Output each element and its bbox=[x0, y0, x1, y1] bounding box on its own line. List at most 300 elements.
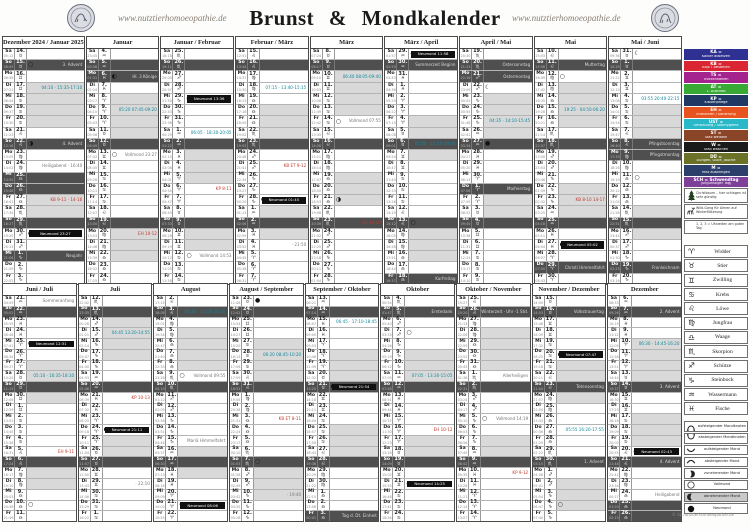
moon-sign-icon: ♈ bbox=[400, 98, 405, 104]
date-number: 15. bbox=[91, 327, 101, 334]
weekday-cell bbox=[609, 251, 621, 261]
day-note-cell bbox=[260, 150, 308, 160]
weekday-cell bbox=[460, 139, 472, 149]
moon-sign-icon: ♑ bbox=[251, 188, 256, 194]
moon-sign-icon: ♑ bbox=[624, 267, 629, 273]
weekday-cell bbox=[230, 447, 242, 457]
weekday-label: Di bbox=[384, 478, 390, 484]
moon-sign-icon: ♍ bbox=[400, 244, 405, 250]
weekday-cell bbox=[457, 468, 469, 478]
weekday-label: Di bbox=[238, 161, 245, 167]
weekday-cell bbox=[3, 206, 15, 216]
date-cell bbox=[91, 479, 103, 489]
day-time: 14:27 bbox=[230, 333, 241, 338]
day-row bbox=[154, 328, 227, 339]
weekday-cell bbox=[3, 150, 15, 160]
date-number: 17. bbox=[394, 434, 404, 441]
day-row bbox=[3, 60, 84, 71]
weekday-cell bbox=[381, 436, 393, 446]
moon-sign-icon: ♋ bbox=[624, 120, 629, 126]
day-row bbox=[385, 128, 457, 139]
moon-sign-icon: ♌ bbox=[18, 461, 23, 467]
date-cell bbox=[166, 371, 178, 381]
weekday-label: Mi bbox=[5, 338, 12, 344]
day-note-text: KB 9-11 · 14-16 bbox=[50, 197, 83, 203]
moon-sign-icon: ♑ bbox=[550, 199, 555, 205]
day-note-text: 05:20 07:45-09:20 bbox=[118, 107, 157, 113]
weekday-label: Di bbox=[232, 403, 239, 409]
day-row bbox=[311, 60, 383, 71]
day-row bbox=[79, 404, 152, 415]
day-note-cell bbox=[559, 229, 607, 239]
weekday-cell bbox=[3, 83, 15, 93]
date-number: 25. bbox=[243, 316, 252, 323]
day-row bbox=[533, 490, 606, 501]
day-row bbox=[385, 206, 457, 217]
moon-phase-icon: ○ bbox=[410, 218, 416, 226]
weekday-label: Mo bbox=[237, 228, 246, 234]
day-row bbox=[3, 116, 84, 127]
weekday-label: Mi bbox=[81, 338, 88, 344]
moon-sign-icon: ♊ bbox=[548, 321, 553, 327]
day-time: 23:08 bbox=[306, 505, 317, 510]
day-note-cell bbox=[27, 49, 84, 59]
weekday-label: So bbox=[611, 60, 619, 66]
day-row bbox=[230, 382, 303, 393]
weekday-cell bbox=[154, 425, 166, 435]
moon-sign-icon: ♒ bbox=[18, 300, 23, 306]
weekday-cell bbox=[311, 262, 323, 272]
weekday-label: Mi bbox=[383, 338, 390, 344]
date-cell bbox=[397, 116, 409, 126]
moon-sign-icon: ♓ bbox=[623, 321, 628, 327]
day-time: 05:10 bbox=[457, 419, 468, 424]
date-number: 10. bbox=[398, 182, 408, 189]
day-time: 11:58 bbox=[161, 278, 172, 283]
zodiac-sign-name: Skorpion bbox=[712, 348, 733, 355]
moon-sign-icon: ♐ bbox=[251, 165, 256, 171]
moon-phase-label: zunehmender Mond bbox=[704, 470, 740, 475]
moon-sign-icon: ♈ bbox=[321, 343, 326, 349]
weekday-label: Sa bbox=[459, 295, 466, 301]
day-note-cell bbox=[254, 479, 303, 489]
day-time: 19:20 bbox=[3, 233, 14, 238]
weekday-label: Di bbox=[238, 239, 245, 245]
date-cell bbox=[15, 195, 27, 205]
weekday-label: So bbox=[312, 138, 320, 144]
date-number: 7. bbox=[250, 272, 257, 279]
date-number: 6. bbox=[176, 182, 182, 189]
weekday-label: Do bbox=[462, 262, 469, 268]
day-time: 23:53 bbox=[535, 166, 546, 171]
day-row bbox=[609, 83, 681, 94]
moon-sign-icon: ♑ bbox=[475, 120, 480, 126]
weekday-label: Fr bbox=[313, 116, 319, 122]
moon-sign-icon: ♏ bbox=[396, 311, 401, 317]
date-number: 20. bbox=[547, 160, 557, 167]
date-cell bbox=[620, 371, 632, 381]
date-number: 20. bbox=[622, 272, 632, 279]
day-note-cell bbox=[557, 511, 606, 521]
moon-sign-icon: ♐ bbox=[94, 321, 99, 327]
date-cell bbox=[397, 139, 409, 149]
day-time: 10:02 bbox=[154, 505, 165, 510]
weekday-cell bbox=[533, 414, 545, 424]
date-cell bbox=[397, 240, 409, 250]
day-note-cell bbox=[409, 128, 457, 138]
day-row bbox=[608, 307, 681, 318]
date-cell bbox=[323, 139, 335, 149]
day-note-cell bbox=[632, 318, 681, 328]
day-note-cell bbox=[185, 161, 233, 171]
weekday-cell bbox=[236, 161, 248, 171]
day-row bbox=[236, 184, 308, 195]
date-cell bbox=[323, 173, 335, 183]
day-time: 21:31 bbox=[230, 419, 241, 424]
day-row bbox=[460, 206, 532, 217]
moon-sign-icon: ♐ bbox=[475, 76, 480, 82]
day-note-cell bbox=[557, 318, 606, 328]
weekday-cell bbox=[311, 60, 323, 70]
weekday-label: Do bbox=[462, 183, 469, 189]
date-number: 25. bbox=[323, 239, 333, 246]
weekday-label: Mi bbox=[89, 172, 96, 178]
weekday-label: Mo bbox=[4, 149, 13, 155]
weekday-cell bbox=[385, 83, 397, 93]
day-note-cell bbox=[484, 128, 532, 138]
day-time: 03:51 bbox=[154, 429, 165, 434]
date-number: 30. bbox=[91, 488, 101, 495]
weekday-cell bbox=[3, 49, 15, 59]
date-number: 24. bbox=[318, 413, 328, 420]
weekday-label: Sa bbox=[536, 206, 544, 212]
date-cell bbox=[547, 94, 559, 104]
month-column bbox=[459, 36, 533, 285]
day-row bbox=[236, 49, 308, 60]
date-cell bbox=[545, 414, 557, 424]
date-cell bbox=[173, 262, 185, 272]
weekday-cell bbox=[609, 229, 621, 239]
day-time: 19:11 bbox=[161, 65, 172, 70]
day-time: 05:37 bbox=[154, 451, 165, 456]
weekday-label: So bbox=[383, 457, 391, 463]
date-cell bbox=[472, 49, 484, 59]
moon-sign-icon: ♋ bbox=[94, 494, 99, 500]
weekday-label: Mo bbox=[312, 71, 321, 77]
day-time: 05:47 bbox=[161, 200, 172, 204]
weekday-cell bbox=[306, 361, 318, 371]
day-time: 12:23 bbox=[381, 440, 392, 445]
weekday-label: Di bbox=[535, 403, 541, 409]
day-note-cell bbox=[481, 501, 530, 511]
day-note-text: 07:05 · 13:30-15:05 bbox=[411, 373, 453, 379]
moon-sign-icon: ♊ bbox=[245, 321, 250, 327]
weekday-label: Sa bbox=[80, 446, 88, 452]
weekday-label: Mi bbox=[387, 251, 394, 257]
moon-sign-icon: ♉ bbox=[176, 210, 181, 216]
date-number: 26. bbox=[249, 171, 258, 178]
date-number: 7. bbox=[17, 467, 24, 474]
moon-sign-icon: ♈ bbox=[623, 343, 628, 349]
date-number: 28. bbox=[16, 370, 25, 377]
weekday-cell bbox=[306, 350, 318, 360]
day-row bbox=[3, 382, 76, 393]
day-note-cell bbox=[405, 447, 454, 457]
day-note-cell bbox=[632, 457, 681, 467]
day-time: 06:57 bbox=[535, 256, 546, 261]
day-time: 17:34 bbox=[3, 211, 14, 216]
day-row bbox=[3, 447, 76, 458]
weekday-cell bbox=[533, 393, 545, 403]
weekday-label: Mo bbox=[80, 392, 89, 398]
day-time: 21:41 bbox=[236, 166, 247, 171]
weekday-cell bbox=[381, 328, 393, 338]
moon-sign-icon: ♊ bbox=[624, 76, 629, 82]
day-time: 09:00 bbox=[306, 333, 317, 338]
zodiac-legend-item bbox=[684, 302, 748, 315]
day-row bbox=[3, 350, 76, 361]
date-cell bbox=[469, 318, 481, 328]
date-cell bbox=[621, 161, 633, 171]
weekday-label: Di bbox=[612, 161, 618, 167]
zodiac-legend-item bbox=[684, 331, 748, 344]
moon-sign-icon: ♈ bbox=[102, 120, 107, 126]
day-note-cell bbox=[260, 139, 308, 149]
day-note-cell bbox=[405, 501, 454, 511]
day-note-text: Vollmond 14:53 bbox=[199, 253, 232, 259]
weekday-cell bbox=[311, 229, 323, 239]
moon-sign-icon: ♐ bbox=[396, 332, 401, 338]
weekday-label: Fr bbox=[462, 273, 469, 279]
weekday-label: Mi bbox=[459, 338, 466, 344]
day-time: 14:02 bbox=[3, 166, 14, 171]
zodiac-sign-icon: ♐ bbox=[688, 361, 695, 371]
date-number: 2. bbox=[474, 194, 481, 201]
date-cell bbox=[545, 296, 557, 306]
day-time: 07:50 bbox=[535, 267, 546, 272]
date-cell bbox=[242, 318, 254, 328]
weekday-cell bbox=[154, 307, 166, 317]
weekday-label: Mi bbox=[238, 93, 245, 99]
weekday-label: So bbox=[312, 60, 320, 66]
moon-phase-icon: ● bbox=[485, 139, 491, 147]
weekday-cell bbox=[385, 184, 397, 194]
date-number: 15. bbox=[545, 294, 555, 301]
date-cell bbox=[472, 251, 484, 261]
date-number: 1. bbox=[474, 182, 481, 189]
date-number: 23. bbox=[621, 477, 631, 484]
weekday-label: Mo bbox=[155, 467, 164, 473]
day-row bbox=[306, 361, 379, 372]
day-time: 20:57 bbox=[161, 87, 172, 92]
day-row bbox=[381, 382, 454, 393]
weekday-cell bbox=[3, 184, 15, 194]
day-note-cell bbox=[405, 328, 454, 338]
day-row bbox=[608, 414, 681, 425]
weekday-label: Fr bbox=[81, 510, 87, 516]
weekday-label: Sa bbox=[459, 370, 466, 376]
weekday-label: Di bbox=[5, 403, 12, 409]
day-row bbox=[87, 206, 159, 217]
day-time: 11:49 bbox=[311, 110, 322, 115]
day-note-cell bbox=[335, 251, 383, 261]
weekday-cell bbox=[87, 251, 99, 261]
moon-sign-icon: ♉ bbox=[396, 451, 401, 457]
weekday-cell bbox=[535, 60, 547, 70]
weekday-label: Do bbox=[383, 424, 391, 430]
weekday-label: Sa bbox=[312, 127, 320, 133]
day-time: 07:59 bbox=[460, 200, 471, 204]
day-note-cell bbox=[254, 328, 303, 338]
moon-sign-icon: ♌ bbox=[623, 461, 628, 467]
day-time: 01:20 bbox=[608, 505, 619, 510]
moon-sign-icon: ♑ bbox=[472, 440, 477, 446]
date-number: 13. bbox=[99, 149, 109, 156]
month-body bbox=[460, 49, 532, 284]
day-note-text: 2. Advent bbox=[659, 308, 680, 314]
day-note-cell bbox=[27, 479, 76, 489]
moon-sign-icon: ♍ bbox=[102, 244, 107, 250]
moon-sign-icon: ♓ bbox=[550, 244, 555, 250]
date-number: 18. bbox=[621, 424, 631, 431]
day-time: 21:32 bbox=[311, 233, 322, 238]
date-cell bbox=[323, 251, 335, 261]
weekday-cell bbox=[230, 414, 242, 424]
day-note-text: Totensonntag bbox=[576, 383, 604, 389]
date-cell bbox=[323, 128, 335, 138]
moon-sign-icon: ♓ bbox=[396, 408, 401, 413]
day-note-cell bbox=[103, 328, 152, 338]
day-time: 22:24 bbox=[230, 429, 241, 434]
date-number: 12. bbox=[398, 205, 408, 212]
moon-sign-icon: ♒ bbox=[169, 451, 174, 457]
weekday-cell bbox=[460, 116, 472, 126]
weekday-label: Do bbox=[307, 500, 315, 506]
day-time: 19:09 bbox=[608, 429, 619, 434]
day-time: 00:20 bbox=[236, 200, 247, 204]
moon-sign-icon: ♉ bbox=[326, 53, 331, 59]
moon-sign-icon: ♉ bbox=[623, 375, 628, 381]
weekday-label: Mi bbox=[232, 414, 239, 420]
date-cell bbox=[15, 49, 27, 59]
moon-sign-icon: ♋ bbox=[396, 494, 401, 500]
day-time: 16:23 bbox=[236, 98, 247, 103]
zodiac-sign-name: Zwilling bbox=[712, 277, 733, 284]
date-cell bbox=[248, 71, 260, 81]
day-time: 04:45 bbox=[236, 256, 247, 261]
date-number: 11. bbox=[621, 348, 631, 355]
weekday-cell bbox=[79, 436, 91, 446]
moon-sign-icon: ♓ bbox=[321, 321, 326, 327]
weekday-cell bbox=[161, 218, 173, 228]
weekday-cell bbox=[306, 436, 318, 446]
date-cell bbox=[469, 425, 481, 435]
weekday-label: Mi bbox=[387, 93, 394, 99]
weekday-label: Sa bbox=[307, 295, 315, 301]
day-note-text: Maifeiertag bbox=[506, 185, 531, 191]
day-time: 11:12 bbox=[608, 333, 619, 338]
day-time: 11:22 bbox=[609, 76, 620, 81]
date-number: 5. bbox=[169, 327, 175, 334]
weekday-cell bbox=[533, 457, 545, 467]
date-number: 23. bbox=[473, 93, 482, 99]
task-label: Stall waschen bbox=[703, 147, 729, 151]
day-note-cell bbox=[330, 501, 379, 511]
date-cell bbox=[547, 251, 559, 261]
day-row bbox=[154, 479, 227, 490]
weekday-label: Mo bbox=[237, 71, 246, 77]
day-time: 22:34 bbox=[236, 177, 247, 182]
date-cell bbox=[15, 60, 27, 70]
day-note-cell bbox=[632, 371, 681, 381]
date-number: 3. bbox=[250, 227, 257, 234]
date-number: 24. bbox=[545, 391, 555, 398]
moon-sign-icon: ♓ bbox=[472, 472, 477, 478]
weekday-cell bbox=[3, 161, 15, 171]
date-number: 29. bbox=[473, 160, 482, 167]
day-row bbox=[3, 490, 76, 501]
date-cell bbox=[323, 71, 335, 81]
date-cell bbox=[393, 501, 405, 511]
month-header: April / Mai bbox=[460, 37, 532, 49]
weekday-label: Fr bbox=[462, 194, 469, 200]
date-number: 10. bbox=[16, 499, 25, 506]
date-cell bbox=[173, 139, 185, 149]
moon-sign-icon: ♐ bbox=[624, 244, 629, 250]
day-note-cell bbox=[103, 307, 152, 317]
month-header: Juni / Juli bbox=[3, 284, 76, 296]
weekday-cell bbox=[87, 206, 99, 216]
weekday-label: So bbox=[536, 60, 544, 66]
day-time: 12:41 bbox=[230, 311, 241, 316]
day-row bbox=[460, 161, 532, 172]
day-row bbox=[161, 184, 233, 195]
weekday-cell bbox=[381, 307, 393, 317]
day-time: 18:35 bbox=[535, 98, 546, 103]
weekday-label: Mo bbox=[80, 467, 89, 473]
day-note-cell bbox=[330, 479, 379, 489]
day-note-cell bbox=[557, 296, 606, 306]
weekday-label: So bbox=[232, 381, 239, 387]
day-note-cell bbox=[27, 490, 76, 500]
day-time: 19:37 bbox=[385, 278, 396, 283]
date-cell bbox=[621, 105, 633, 115]
moon-sign-icon: ♈ bbox=[550, 255, 555, 261]
day-note-cell bbox=[335, 218, 383, 228]
day-row bbox=[161, 60, 233, 71]
zodiac-legend-item bbox=[684, 317, 748, 330]
day-time: 04:00 bbox=[79, 365, 90, 370]
weekday-cell bbox=[311, 49, 323, 59]
day-note-cell bbox=[260, 161, 308, 171]
day-row bbox=[230, 414, 303, 425]
month-column bbox=[534, 36, 608, 285]
day-row bbox=[385, 161, 457, 172]
date-cell bbox=[242, 307, 254, 317]
date-cell bbox=[242, 296, 254, 306]
moon-legend-item bbox=[684, 421, 748, 432]
day-row bbox=[311, 173, 383, 184]
weekday-label: Di bbox=[459, 403, 466, 409]
moon-sign-icon: ♍ bbox=[548, 397, 553, 403]
moon-sign-icon: ♉ bbox=[18, 64, 23, 70]
date-cell bbox=[323, 60, 335, 70]
date-cell bbox=[248, 83, 260, 93]
day-row bbox=[161, 173, 233, 184]
date-cell bbox=[166, 457, 178, 467]
weekday-cell bbox=[535, 161, 547, 171]
weekday-cell bbox=[609, 116, 621, 126]
